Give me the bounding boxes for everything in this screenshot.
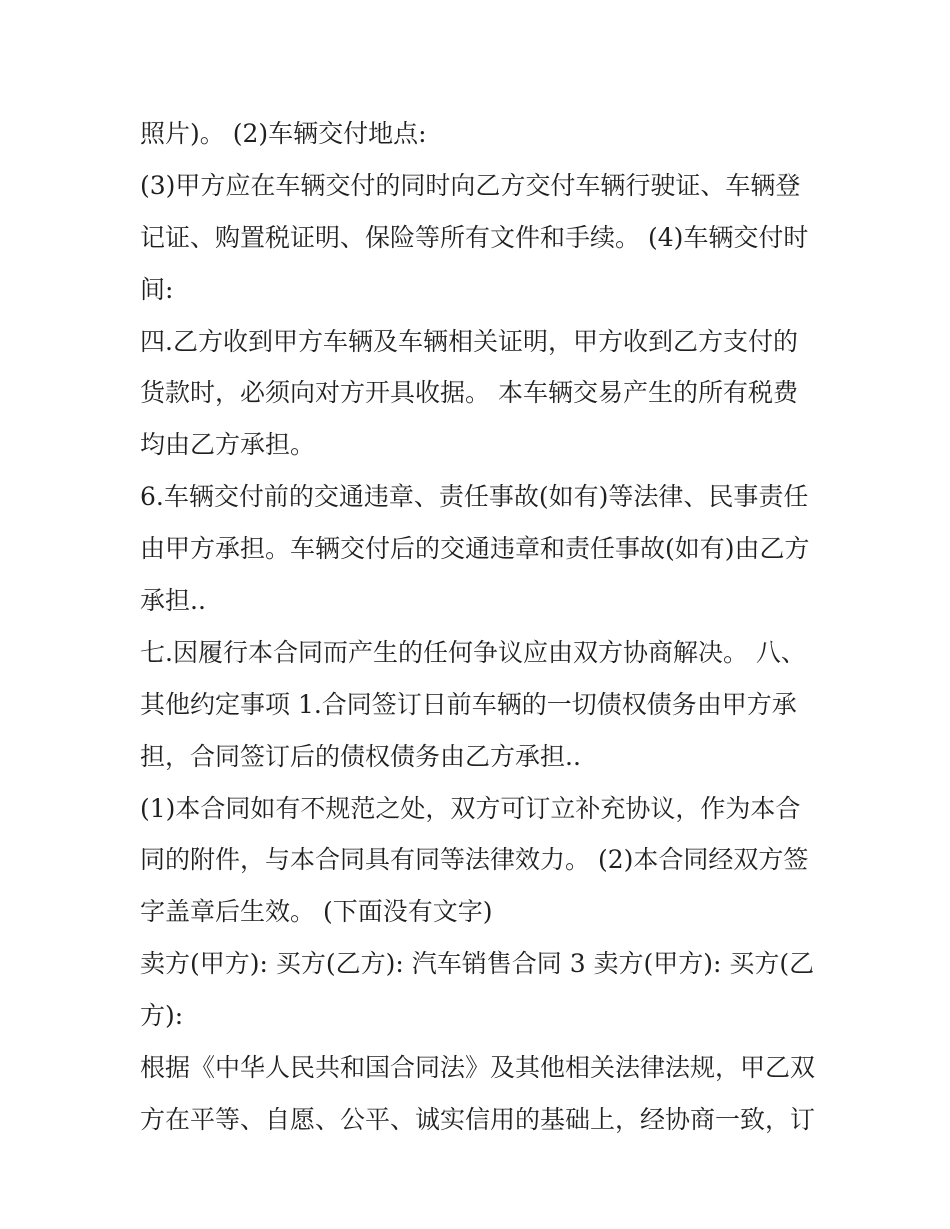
text-line: 照片)。 (2)车辆交付地点:: [140, 119, 427, 148]
text-line: 同的附件，与本合同具有同等法律效力。 (2)本合同经双方签: [140, 845, 809, 875]
text-line: 方在平等、自愿、公平、诚实信用的基础上，经协商一致，订: [140, 1104, 816, 1134]
text-line: 根据《中华人民共和国合同法》及其他相关法律法规，甲乙双: [140, 1053, 816, 1083]
text-line: (1)本合同如有不规范之处，双方可订立补充协议，作为本合: [140, 793, 801, 823]
text-line: 方):: [140, 1001, 184, 1031]
text-line: 6.车辆交付前的交通违章、责任事故(如有)等法律、民事责任: [140, 482, 809, 512]
text-line: 七.因履行本合同而产生的任何争议应由双方协商解决。 八、: [140, 637, 806, 667]
text-line: 记证、购置税证明、保险等所有文件和手续。 (4)车辆交付时: [140, 222, 809, 252]
text-line: 其他约定事项 1.合同签订日前车辆的一切债权债务由甲方承: [140, 689, 797, 719]
text-line: 担，合同签订后的债权债务由乙方承担..: [140, 741, 581, 771]
contract-text: [140, 108, 830, 1146]
text-line: (3)甲方应在车辆交付的同时向乙方交付车辆行驶证、车辆登: [140, 170, 801, 200]
text-line: 字盖章后生效。 (下面没有文字): [140, 897, 493, 927]
text-line: 四.乙方收到甲方车辆及车辆相关证明，甲方收到乙方支付的: [140, 326, 798, 356]
text-line: 卖方(甲方): 买方(乙方): 汽车销售合同 3 卖方(甲方): 买方(乙: [140, 949, 815, 979]
text-line: 承担..: [140, 586, 206, 616]
text-line: 货款时，必须向对方开具收据。 本车辆交易产生的所有税费: [140, 378, 798, 408]
text-line: 间:: [140, 274, 174, 304]
text-line: 由甲方承担。车辆交付后的交通违章和责任事故(如有)由乙方: [140, 534, 810, 564]
text-line: 均由乙方承担。: [140, 430, 316, 460]
